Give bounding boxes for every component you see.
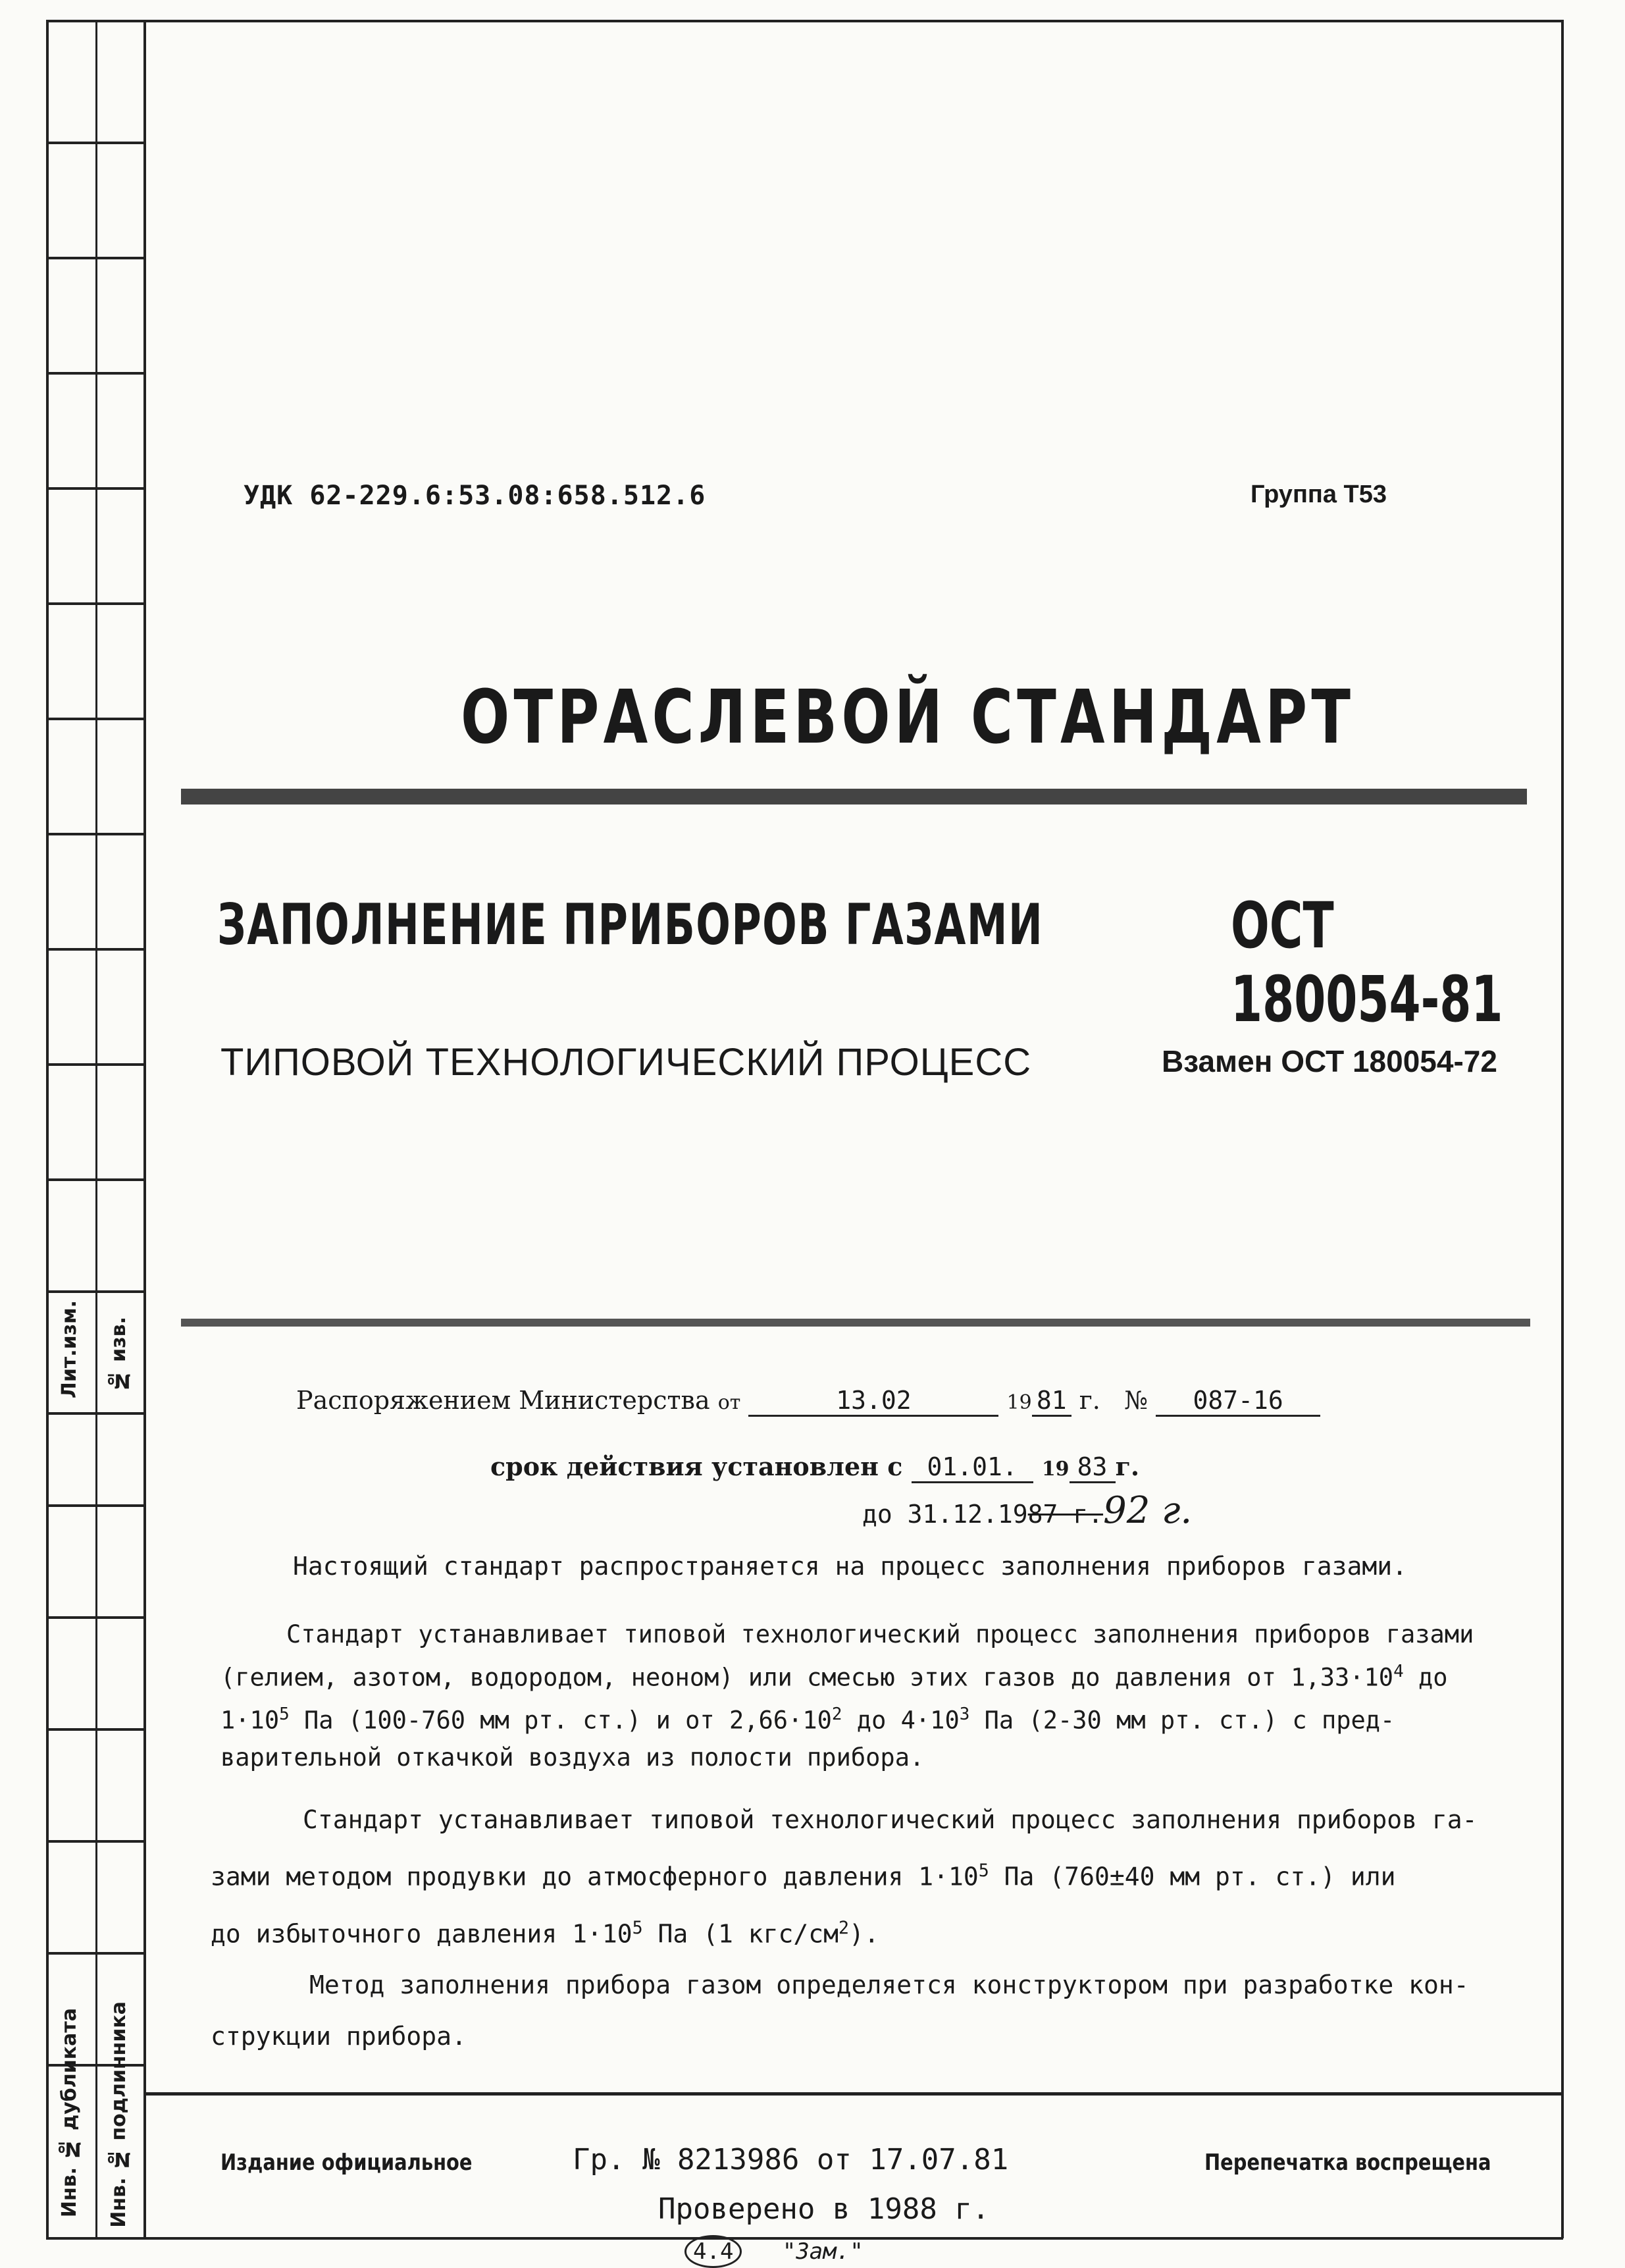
margin-label-inv-orig: Инв. № подлинника bbox=[107, 2001, 130, 2228]
order-number-label: № bbox=[1124, 1386, 1148, 1415]
standard-code: ОСТ 180054-81 bbox=[1231, 889, 1503, 1036]
thin-rule-bottom bbox=[181, 1319, 1530, 1327]
strip-cell-divider bbox=[46, 487, 145, 490]
order-number: 087-16 bbox=[1156, 1386, 1320, 1417]
strip-cell-divider bbox=[46, 1840, 145, 1843]
p2-line-1: Стандарт устанавливает типовой технологический процесс заполнения приборов газами bbox=[286, 1620, 1474, 1648]
paragraph-scope bbox=[293, 1547, 1407, 1585]
standard-title: ЗАПОЛНЕНИЕ ПРИБОРОВ ГАЗАМИ bbox=[217, 892, 1044, 958]
order-year-suffix: г. bbox=[1079, 1386, 1100, 1415]
p3-line-2-exp: 5 bbox=[978, 1860, 989, 1881]
order-from-label: от bbox=[717, 1391, 741, 1414]
margin-label-num-izv: № изв. bbox=[107, 1317, 130, 1392]
frame-left-outer bbox=[46, 20, 49, 2238]
p2-line-3d: Па (2-30 мм рт. ст.) с пред- bbox=[969, 1706, 1395, 1735]
frame-left-main bbox=[143, 20, 146, 2238]
strip-cell-divider bbox=[46, 1178, 145, 1181]
frame-top bbox=[46, 20, 1563, 22]
group-code: Группа Т53 bbox=[1251, 481, 1387, 508]
paragraph-scope-text: Настоящий стандарт распространяется на процесс заполнения приборов газами. bbox=[293, 1552, 1407, 1581]
p3-line-2a: зами методом продувки до атмосферного давления 1·10 bbox=[211, 1862, 979, 1891]
p2-line-3-exp2: 2 bbox=[831, 1704, 842, 1725]
p3-line-3c: ). bbox=[849, 1919, 879, 1949]
p2-line-4: варительной откачкой воздуха из полости прибора. bbox=[220, 1743, 925, 1772]
p2-line-2 bbox=[220, 1653, 1474, 1696]
paragraph-process-1 bbox=[220, 1616, 1474, 1776]
order-label: Распоряжением Министерства bbox=[296, 1386, 710, 1415]
margin-label-lit-izm: Лит.изм. bbox=[58, 1300, 81, 1399]
p3-line-3 bbox=[211, 1903, 1477, 1960]
p2-line-3-exp1: 5 bbox=[279, 1704, 290, 1725]
p2-line-3a: 1·10 bbox=[220, 1706, 280, 1735]
order-year-prefix: 19 bbox=[1006, 1391, 1032, 1414]
strip-cell-divider bbox=[46, 1504, 145, 1507]
order-date: 13.02 bbox=[748, 1386, 998, 1417]
p3-line-2 bbox=[211, 1845, 1477, 1903]
validity-struck-year: 87 г. bbox=[1027, 1500, 1104, 1529]
frame-strip-divider bbox=[95, 20, 97, 2238]
p4-line-1: Метод заполнения прибора газом определяется конструктором при разработке кон- bbox=[309, 1970, 1469, 2000]
thick-rule-top bbox=[181, 789, 1527, 804]
validity-until-line bbox=[862, 1489, 1192, 1532]
udk-code: УДК 62-229.6:53.08:658.512.6 bbox=[244, 481, 706, 511]
p2-line-3c: до 4·10 bbox=[842, 1706, 960, 1735]
strip-cell-divider bbox=[46, 718, 145, 720]
p3-line-3a: до избыточного давления 1·10 bbox=[211, 1919, 632, 1949]
p2-line-3 bbox=[220, 1696, 1474, 1739]
strip-cell-divider bbox=[46, 602, 145, 605]
validity-label: срок действия установлен с bbox=[490, 1452, 903, 1481]
frame-right bbox=[1561, 20, 1564, 2238]
footer-checked: Проверено в 1988 г. bbox=[658, 2192, 990, 2226]
validity-start-date: 01.01. bbox=[912, 1452, 1033, 1483]
p3-line-1: Стандарт устанавливает типовой технологический процесс заполнения приборов га- bbox=[303, 1805, 1478, 1834]
p2-line-3-exp3: 3 bbox=[959, 1704, 970, 1725]
validity-line bbox=[490, 1452, 1139, 1483]
validity-year-suffix: г. bbox=[1115, 1452, 1140, 1481]
p3-line-3-exp2: 2 bbox=[838, 1917, 850, 1938]
strip-cell-divider bbox=[46, 1063, 145, 1066]
standard-subtitle: ТИПОВОЙ ТЕХНОЛОГИЧЕСКИЙ ПРОЦЕСС bbox=[220, 1041, 1032, 1084]
strip-cell-divider bbox=[46, 948, 145, 951]
document-type: ОТРАСЛЕВОЙ СТАНДАРТ bbox=[461, 675, 1355, 760]
validity-until-label: до 31.12.19 bbox=[862, 1500, 1028, 1529]
strip-cell-divider bbox=[46, 257, 145, 259]
p3-line-2b: Па (760±40 мм рт. ст.) или bbox=[989, 1862, 1396, 1891]
page-number: 4.4 bbox=[684, 2235, 742, 2268]
p2-line-2b: до bbox=[1403, 1663, 1448, 1692]
p3-line-3b: Па (1 кгс/см bbox=[642, 1919, 839, 1949]
replaces-note: Взамен ОСТ 180054-72 bbox=[1162, 1044, 1497, 1078]
strip-cell-divider bbox=[46, 1412, 145, 1415]
p2-line-3b: Па (100-760 мм рт. ст.) и от 2,66·10 bbox=[289, 1706, 832, 1735]
strip-cell-divider bbox=[46, 1616, 145, 1619]
p2-line-2a: (гелием, азотом, водородом, неоном) или смесью этих газов до давления от 1,33·10 bbox=[220, 1663, 1394, 1692]
footer-gr-number: Гр. № 8213986 от 17.07.81 bbox=[573, 2143, 1009, 2176]
validity-start-year: 83 bbox=[1070, 1452, 1116, 1483]
strip-cell-divider bbox=[46, 1952, 145, 1955]
strip-cell-divider bbox=[46, 372, 145, 375]
paragraph-process-2 bbox=[211, 1794, 1477, 2062]
page-mark bbox=[684, 2235, 864, 2268]
p3-line-3-exp1: 5 bbox=[632, 1917, 643, 1938]
footer-reprint: Перепечатка воспрещена bbox=[1204, 2149, 1491, 2176]
strip-cell-divider bbox=[46, 833, 145, 835]
change-mark: "Зам." bbox=[782, 2238, 864, 2265]
margin-label-inv-dup: Инв. № дубликата bbox=[58, 2008, 81, 2218]
strip-cell-divider bbox=[46, 1290, 145, 1293]
p4-line-2: струкции прибора. bbox=[211, 2022, 467, 2051]
footer-edition: Издание официальное bbox=[220, 2149, 473, 2176]
strip-cell-divider bbox=[46, 142, 145, 144]
order-line bbox=[296, 1386, 1320, 1417]
footer-divider bbox=[143, 2092, 1562, 2096]
validity-year-prefix: 19 bbox=[1041, 1458, 1070, 1481]
p2-line-2-exp: 4 bbox=[1393, 1662, 1404, 1681]
order-year: 81 bbox=[1032, 1386, 1071, 1417]
strip-cell-divider bbox=[46, 1728, 145, 1731]
validity-handwritten-year: 92 г. bbox=[1103, 1489, 1193, 1532]
